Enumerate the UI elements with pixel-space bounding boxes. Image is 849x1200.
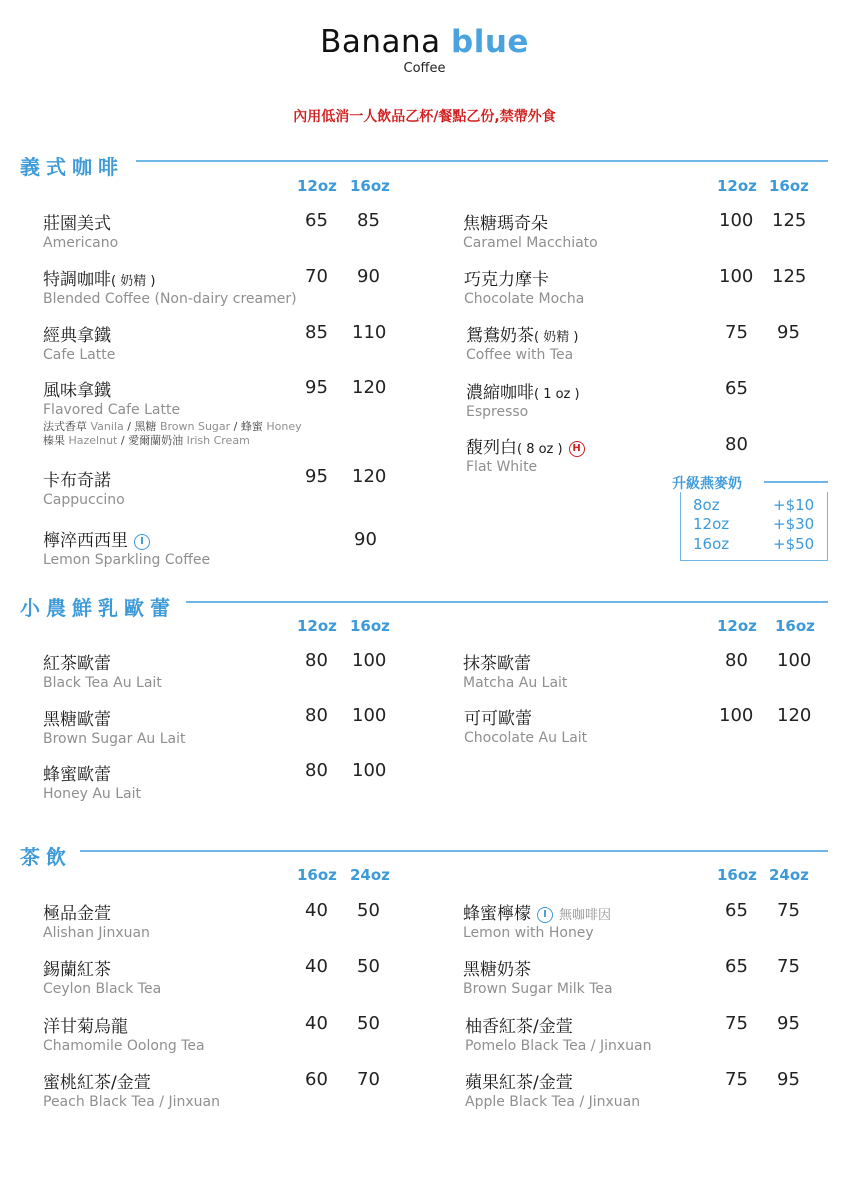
oat-size: 8oz (693, 496, 720, 514)
menu-item (43, 209, 118, 251)
item-name-zh: 紅茶歐蕾 (43, 654, 111, 674)
item-name-zh: 蜂蜜檸檬 (463, 904, 531, 924)
menu-item (43, 649, 162, 691)
item-name-en: Coffee with Tea (466, 347, 574, 363)
price-small: 65 (725, 956, 748, 977)
item-name-en: Flavored Cafe Latte (43, 402, 181, 418)
section-title-aulait: 小農鮮乳歐蕾 (20, 596, 176, 620)
oat-upgrade-title: 升級燕麥奶 (672, 476, 742, 492)
decaf-label: 無咖啡因 (559, 908, 612, 923)
item-name-en: Alishan Jinxuan (43, 925, 150, 941)
oat-size: 16oz (693, 535, 730, 553)
item-name-zh: 抹茶歐蕾 (463, 654, 531, 674)
price-large: 100 (352, 705, 387, 726)
price-small: 80 (305, 650, 328, 671)
item-name-zh: 馥列白 (466, 438, 517, 458)
item-name-zh: 特調咖啡 (43, 270, 111, 290)
item-name-zh: 洋甘菊烏龍 (43, 1017, 128, 1037)
section-divider (186, 601, 828, 603)
size-label: 16oz (350, 617, 390, 635)
menu-item (43, 376, 302, 448)
item-name-zh: 檸淬西西里 (43, 531, 128, 551)
size-label: 12oz (717, 177, 757, 195)
price-large: 100 (352, 760, 387, 781)
price-large: 50 (357, 1013, 380, 1034)
item-name-en: Black Tea Au Lait (43, 675, 162, 691)
price-large: 120 (352, 377, 387, 398)
menu-item (43, 265, 297, 307)
item-name-zh: 莊園美式 (43, 214, 111, 234)
price-small: 100 (719, 705, 754, 726)
price-large: 95 (777, 1069, 800, 1090)
item-name-en: Apple Black Tea / Jinxuan (465, 1094, 641, 1110)
price-small: 40 (305, 1013, 328, 1034)
price-small: 100 (719, 210, 754, 231)
item-name-en: Caramel Macchiato (463, 235, 598, 251)
section-title-espresso: 義式咖啡 (20, 155, 124, 179)
menu-item (43, 1012, 205, 1054)
item-name-en: Ceylon Black Tea (43, 981, 162, 997)
price-large: 50 (357, 956, 380, 977)
price-large: 85 (357, 210, 380, 231)
item-name-zh: 黑糖歐蕾 (43, 710, 111, 730)
flavor-zh: 蜂蜜 (240, 420, 263, 433)
price-small: 75 (725, 1069, 748, 1090)
price-large: 95 (777, 1013, 800, 1034)
size-label: 16oz (297, 866, 337, 884)
oat-upgrade-divider (764, 481, 828, 483)
price-large: 120 (777, 705, 812, 726)
item-name-en: Espresso (466, 404, 529, 420)
item-name-zh: 卡布奇諾 (43, 471, 111, 491)
item-name-en: Cafe Latte (43, 347, 116, 363)
section-divider (80, 850, 828, 852)
item-note-zh: ( 奶精 ) (534, 330, 579, 345)
menu-item (43, 1068, 220, 1110)
item-name-en: Chamomile Oolong Tea (43, 1038, 205, 1054)
item-name-zh: 經典拿鐵 (43, 326, 111, 346)
flavor-en: Vanila (90, 420, 124, 433)
size-label: 24oz (350, 866, 390, 884)
price-large: 120 (352, 466, 387, 487)
size-label: 12oz (297, 617, 337, 635)
price-small: 40 (305, 900, 328, 921)
price-small: 75 (725, 322, 748, 343)
price-large: 70 (357, 1069, 380, 1090)
menu-item (465, 1068, 640, 1110)
oat-price: +$50 (773, 535, 815, 553)
oat-size: 12oz (693, 515, 730, 533)
item-name-en: Chocolate Mocha (464, 291, 585, 307)
flavor-zh: 黑糖 (134, 420, 157, 433)
item-name-en: Flat White (466, 459, 538, 475)
item-name-zh: 鴛鴦奶茶 (466, 326, 534, 346)
item-name-en: Chocolate Au Lait (464, 730, 588, 746)
price-large: 100 (777, 650, 812, 671)
price-large: 90 (354, 529, 377, 550)
price-small: 65 (305, 210, 328, 231)
menu-item (43, 705, 185, 747)
menu-item (463, 955, 613, 997)
item-name-en: Pomelo Black Tea / Jinxuan (465, 1038, 652, 1054)
brand-subtitle: Coffee (403, 61, 446, 76)
menu-item (466, 433, 585, 475)
price-small: 75 (725, 1013, 748, 1034)
item-name-zh: 極品金萱 (43, 904, 111, 924)
price-small: 80 (725, 650, 748, 671)
flavor-zh: 法式香草 (43, 420, 87, 433)
menu-item (466, 378, 580, 420)
item-name-en: Americano (43, 235, 119, 251)
price-large: 95 (777, 322, 800, 343)
brand-name (0, 24, 849, 60)
section-divider (136, 160, 828, 162)
menu-item (43, 526, 210, 568)
item-note-zh: ( 奶精 ) (111, 274, 156, 289)
price-large: 90 (357, 266, 380, 287)
item-name-en: Matcha Au Lait (463, 675, 568, 691)
item-name-en: Lemon Sparkling Coffee (43, 552, 211, 568)
item-name-en: Brown Sugar Milk Tea (463, 981, 613, 997)
oat-price: +$10 (773, 496, 815, 514)
size-label: 16oz (775, 617, 815, 635)
menu-item (464, 265, 584, 307)
price-small: 40 (305, 956, 328, 977)
menu-item (43, 321, 115, 363)
price-small: 65 (725, 900, 748, 921)
size-label: 12oz (717, 617, 757, 635)
size-label: 16oz (717, 866, 757, 884)
price-large: 75 (777, 900, 800, 921)
price-small: 60 (305, 1069, 328, 1090)
item-name-zh: 風味拿鐵 (43, 381, 111, 401)
item-name-zh: 蘋果紅茶/金萱 (465, 1073, 573, 1093)
item-name-zh: 柚香紅茶/金萱 (465, 1017, 573, 1037)
price-small: 95 (305, 377, 328, 398)
flavor-en: Irish Cream (186, 434, 250, 447)
price-large: 110 (352, 322, 387, 343)
item-name-zh: 可可歐蕾 (464, 709, 532, 729)
price-small: 95 (305, 466, 328, 487)
price-small: 70 (305, 266, 328, 287)
flavor-zh: 愛爾蘭奶油 (128, 434, 184, 447)
menu-item (463, 899, 611, 941)
item-name-zh: 濃縮咖啡 (466, 383, 534, 403)
flavor-options: 法式香草 Vanila / 黑糖 Brown Sugar / 蜂蜜 Honey 榛果 Hazelnut / 愛爾蘭奶油 Irish Cream (43, 420, 302, 447)
size-label: 12oz (297, 177, 337, 195)
menu-item (466, 321, 578, 363)
menu-item (43, 466, 125, 508)
price-small: 100 (719, 266, 754, 287)
flavor-en: Hazelnut (68, 434, 118, 447)
item-name-zh: 錫蘭紅茶 (43, 960, 111, 980)
price-small: 65 (725, 378, 748, 399)
brand-word-2: blue (451, 24, 529, 60)
flavor-en: Brown Sugar (159, 420, 231, 433)
item-name-en: Lemon with Honey (463, 925, 594, 941)
flavor-zh: 榛果 (43, 434, 65, 447)
item-name-en: Honey Au Lait (43, 786, 141, 802)
oat-price: +$30 (773, 515, 815, 533)
brand-word-1: Banana (320, 24, 441, 60)
price-small: 80 (305, 705, 328, 726)
menu-item (463, 649, 567, 691)
menu-item (463, 209, 598, 251)
price-small: 85 (305, 322, 328, 343)
size-label: 16oz (350, 177, 390, 195)
menu-item (43, 955, 161, 997)
item-name-zh: 蜂蜜歐蕾 (43, 765, 111, 785)
size-label: 24oz (769, 866, 809, 884)
menu-item (464, 704, 587, 746)
hot-only-icon: H (569, 441, 585, 457)
item-name-zh: 蜜桃紅茶/金萱 (43, 1073, 151, 1093)
dining-notice: 內用低消一人飲品乙杯/餐點乙份,禁帶外食 (293, 109, 556, 125)
item-name-en: Brown Sugar Au Lait (43, 731, 186, 747)
item-name-zh: 焦糖瑪奇朵 (463, 214, 548, 234)
menu-item (465, 1012, 651, 1054)
ice-only-icon: I (134, 534, 150, 550)
item-note-zh: ( 8 oz ) (517, 442, 563, 457)
price-small: 80 (725, 434, 748, 455)
item-name-en: Blended Coffee (Non-dairy creamer) (43, 291, 297, 307)
price-small: 80 (305, 760, 328, 781)
section-title-tea: 茶飲 (20, 845, 72, 869)
brand-logo (0, 24, 849, 76)
price-large: 100 (352, 650, 387, 671)
item-name-en: Peach Black Tea / Jinxuan (43, 1094, 220, 1110)
ice-only-icon: I (537, 907, 553, 923)
menu-item (43, 760, 141, 802)
price-large: 125 (772, 210, 807, 231)
price-large: 50 (357, 900, 380, 921)
menu-item (43, 899, 150, 941)
item-name-zh: 黑糖奶茶 (463, 960, 531, 980)
price-large: 125 (772, 266, 807, 287)
price-large: 75 (777, 956, 800, 977)
size-label: 16oz (769, 177, 809, 195)
item-name-en: Cappuccino (43, 492, 125, 508)
item-name-zh: 巧克力摩卡 (464, 270, 549, 290)
flavor-en: Honey (266, 420, 302, 433)
item-note-zh: ( 1 oz ) (534, 387, 580, 402)
